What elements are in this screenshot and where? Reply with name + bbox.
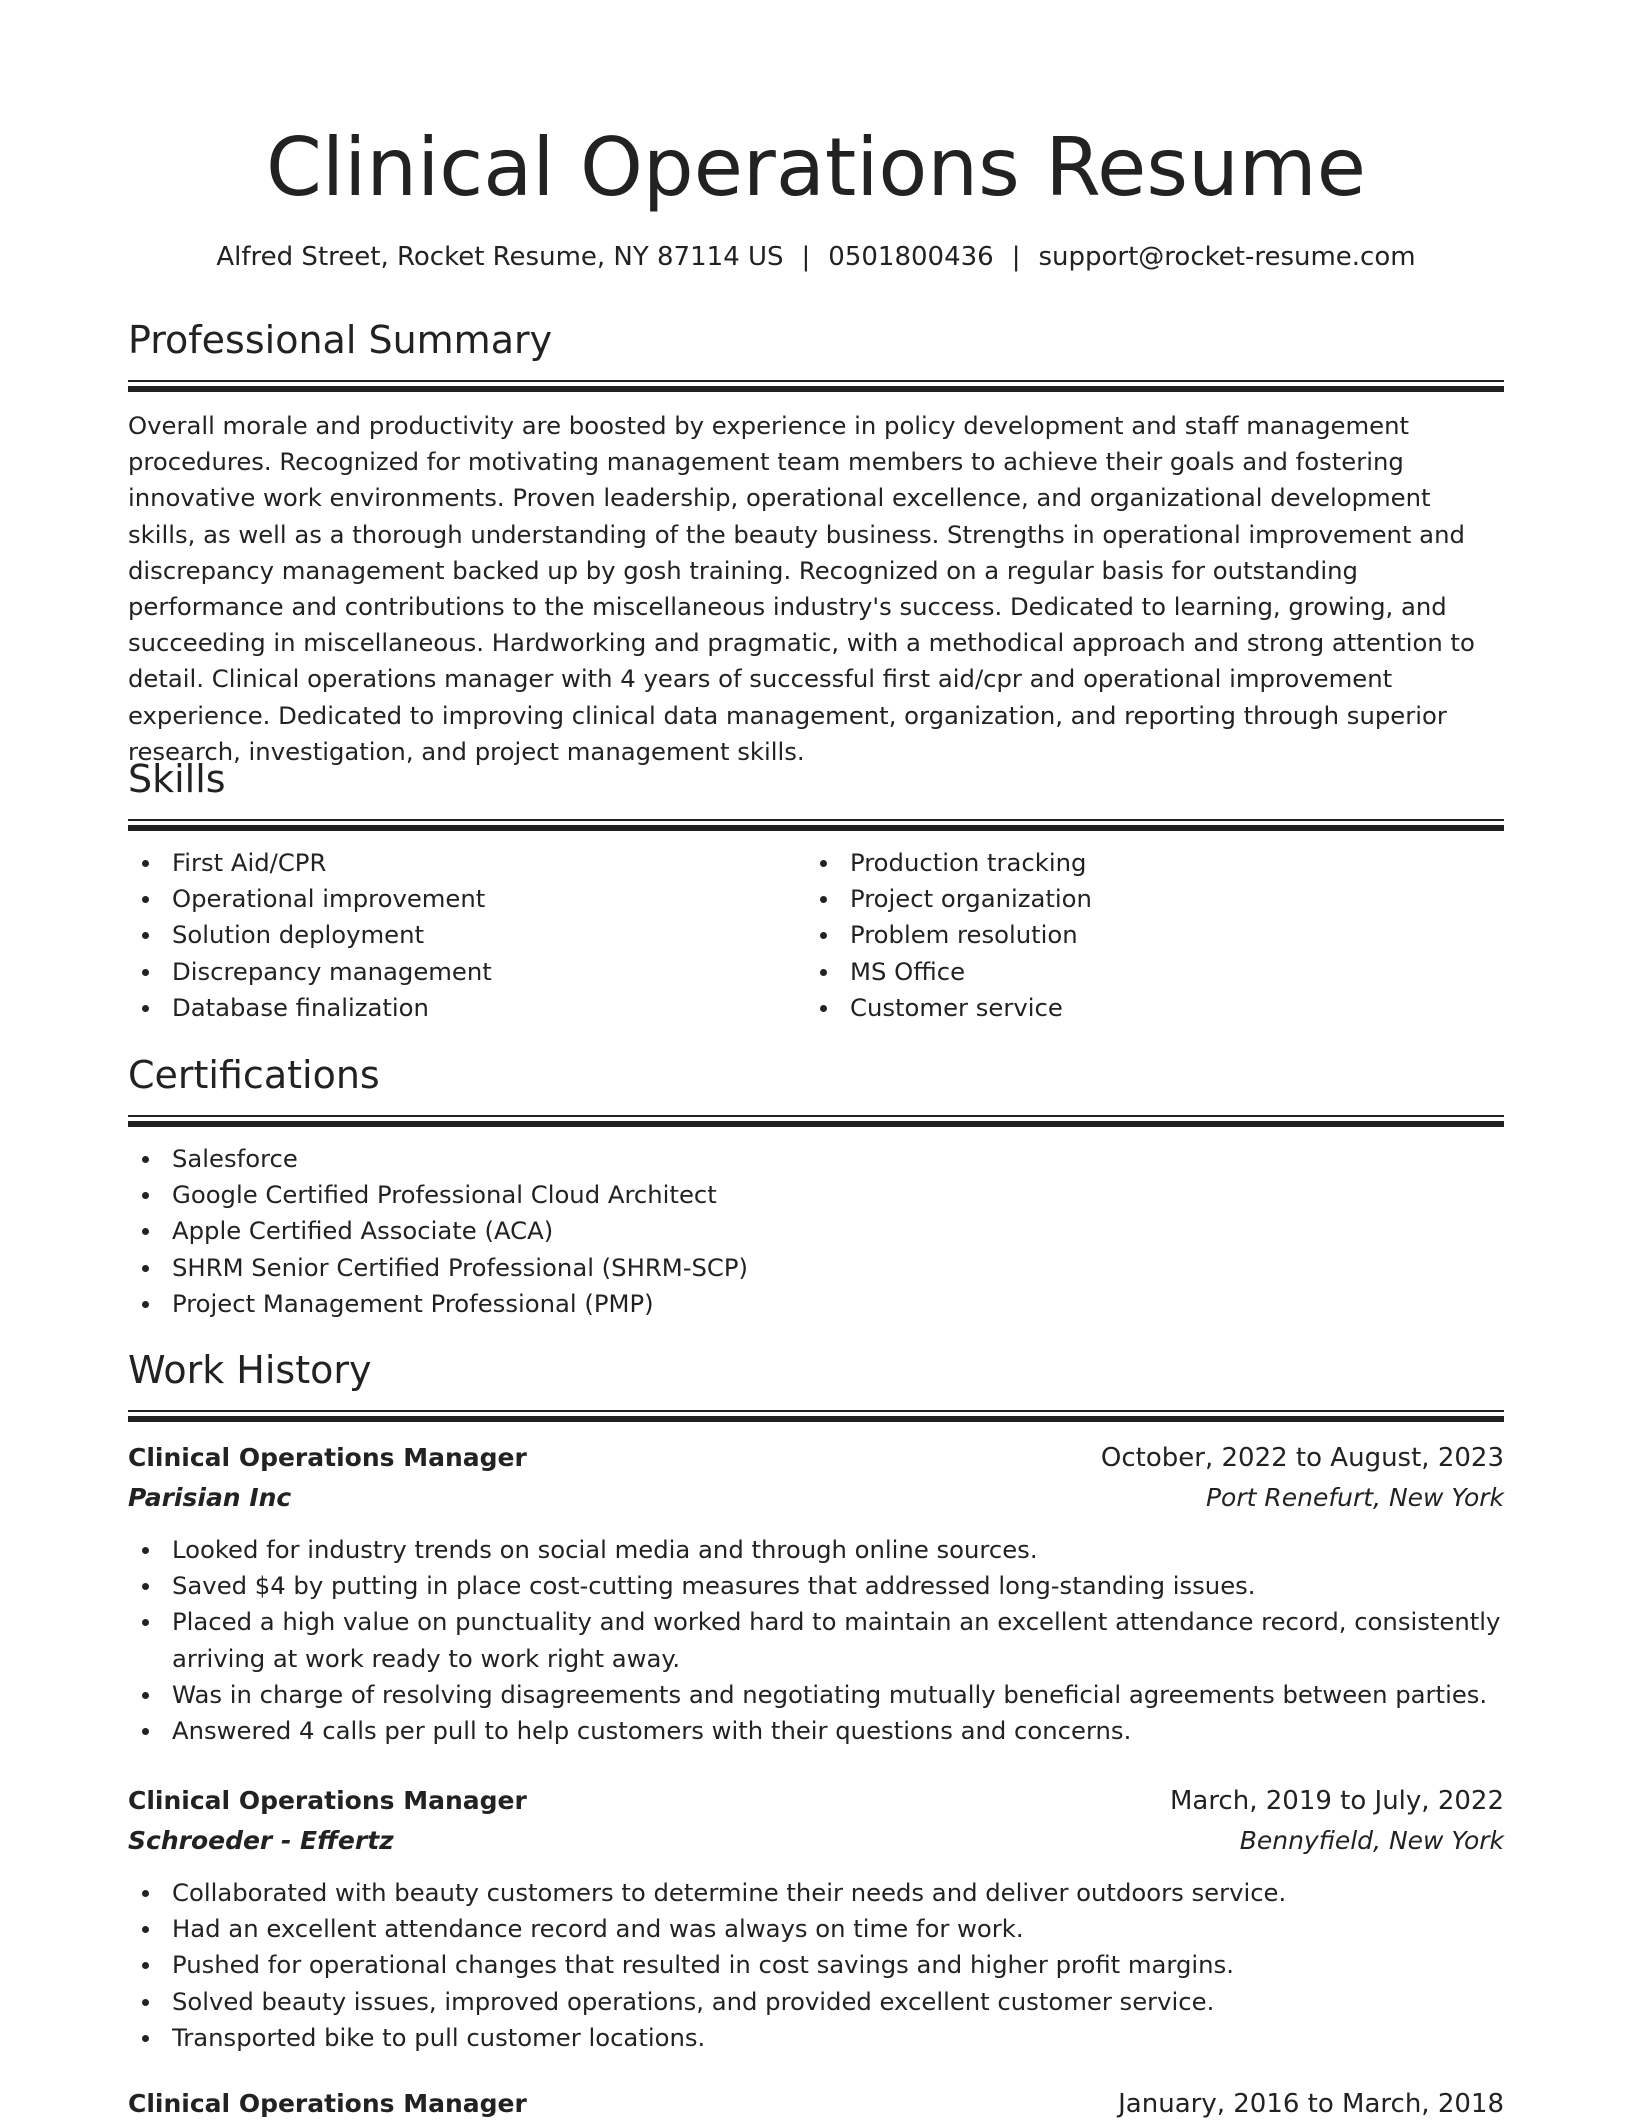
job-duty: Saved $4 by putting in place cost-cutting measures that addressed long-standing issues. <box>128 1568 1504 1604</box>
contact-separator: | <box>1011 242 1021 272</box>
contact-address: Alfred Street, Rocket Resume, NY 87114 US <box>216 242 784 272</box>
job-location: Bennyfield, New York <box>1239 1826 1504 1855</box>
skills-list-right <box>806 845 1484 1026</box>
skill-item: Production tracking <box>806 845 1484 881</box>
skill-item: Solution deployment <box>128 917 806 953</box>
job-subheader <box>128 1478 1504 1518</box>
job-duty: Was in charge of resolving disagreements and negotiating mutually beneficial agreements between parties. <box>128 1677 1504 1713</box>
section-divider <box>128 819 1504 831</box>
skill-item: First Aid/CPR <box>128 845 806 881</box>
certification-item: Project Management Professional (PMP) <box>128 1286 1504 1322</box>
job-company: Parisian Inc <box>128 1483 292 1512</box>
section-heading-work-history: Work History <box>128 1348 372 1392</box>
skills-list-left <box>128 845 806 1026</box>
certification-item: Apple Certified Associate (ACA) <box>128 1213 1504 1249</box>
certification-item: Salesforce <box>128 1141 1504 1177</box>
contact-email: support@rocket-resume.com <box>1038 242 1416 272</box>
job-duty: Collaborated with beauty customers to determine their needs and deliver outdoors service. <box>128 1875 1504 1911</box>
job-duty: Answered 4 calls per pull to help customers with their questions and concerns. <box>128 1713 1504 1749</box>
job-duty: Placed a high value on punctuality and worked hard to maintain an excellent attendance record, consistently arriving at work ready to work right away. <box>128 1604 1504 1676</box>
certifications-section <box>128 1051 1504 1322</box>
job-duty: Had an excellent attendance record and was always on time for work. <box>128 1911 1504 1947</box>
section-heading-skills: Skills <box>128 757 226 801</box>
job-entry <box>128 1438 1504 1749</box>
job-duty: Looked for industry trends on social media and through online sources. <box>128 1532 1504 1568</box>
skill-item: Database finalization <box>128 990 806 1026</box>
job-duties-list <box>128 1532 1504 1749</box>
job-location: Port Renefurt, New York <box>1205 1483 1504 1512</box>
section-divider <box>128 1115 1504 1127</box>
job-title: Clinical Operations Manager <box>128 1443 527 1472</box>
job-entry <box>128 1781 1504 2056</box>
contact-separator: | <box>801 242 811 272</box>
job-dates: March, 2019 to July, 2022 <box>1169 1786 1504 1816</box>
section-divider <box>128 1410 1504 1422</box>
skill-item: Discrepancy management <box>128 954 806 990</box>
section-heading-summary: Professional Summary <box>128 318 553 362</box>
contact-phone: 0501800436 <box>828 242 994 272</box>
work-history-section <box>128 1346 1504 1422</box>
skill-item: MS Office <box>806 954 1484 990</box>
job-company: Schroeder - Effertz <box>128 1826 394 1855</box>
job-duty: Solved beauty issues, improved operations, and provided excellent customer service. <box>128 1984 1504 2020</box>
summary-text: Overall morale and productivity are boosted by experience in policy development and staff management procedures. Recognized for motivating management team members to achieve their goals and fostering innovative work environments. Proven leadership, operational excellence, and organizational development skills, as well as a thorough understanding of the beauty business. Strengths in operational improvement and discrepancy management backed up by gosh training. Recognized on a regular basis for outstanding performance and contributions to the miscellaneous industry's success. Dedicated to learning, growing, and succeeding in miscellaneous. Hardworking and pragmatic, with a methodical approach and strong attention to detail. Clinical operations manager with 4 years of successful first aid/cpr and operational improvement experience. Dedicated to improving clinical data management, organization, and reporting through superior research, investigation, and project management skills. <box>128 411 1475 766</box>
summary-section <box>128 316 1504 770</box>
contact-line <box>128 240 1504 274</box>
section-heading-certifications: Certifications <box>128 1053 380 1097</box>
skill-item: Project organization <box>806 881 1484 917</box>
job-duty: Pushed for operational changes that resulted in cost savings and higher profit margins. <box>128 1947 1504 1983</box>
certification-item: Google Certified Professional Cloud Architect <box>128 1177 1504 1213</box>
page-title: Clinical Operations Resume <box>266 121 1366 214</box>
job-title: Clinical Operations Manager <box>128 1786 527 1815</box>
skill-item: Customer service <box>806 990 1484 1026</box>
job-dates: October, 2022 to August, 2023 <box>1100 1443 1504 1473</box>
job-duties-list <box>128 1875 1504 2056</box>
certification-item: SHRM Senior Certified Professional (SHRM-SCP) <box>128 1250 1504 1286</box>
skills-columns <box>128 845 1504 1026</box>
job-subheader <box>128 1821 1504 1861</box>
job-dates: January, 2016 to March, 2018 <box>1118 2089 1504 2119</box>
job-title: Clinical Operations Manager <box>128 2089 527 2118</box>
skills-section <box>128 755 1504 1026</box>
job-header <box>128 2084 1504 2124</box>
certifications-list <box>128 1141 1504 1322</box>
job-duty: Transported bike to pull customer locations. <box>128 2020 1504 2056</box>
skill-item: Operational improvement <box>128 881 806 917</box>
section-divider <box>128 380 1504 392</box>
job-entry <box>128 2084 1504 2124</box>
job-header <box>128 1781 1504 1821</box>
skill-item: Problem resolution <box>806 917 1484 953</box>
job-header <box>128 1438 1504 1478</box>
